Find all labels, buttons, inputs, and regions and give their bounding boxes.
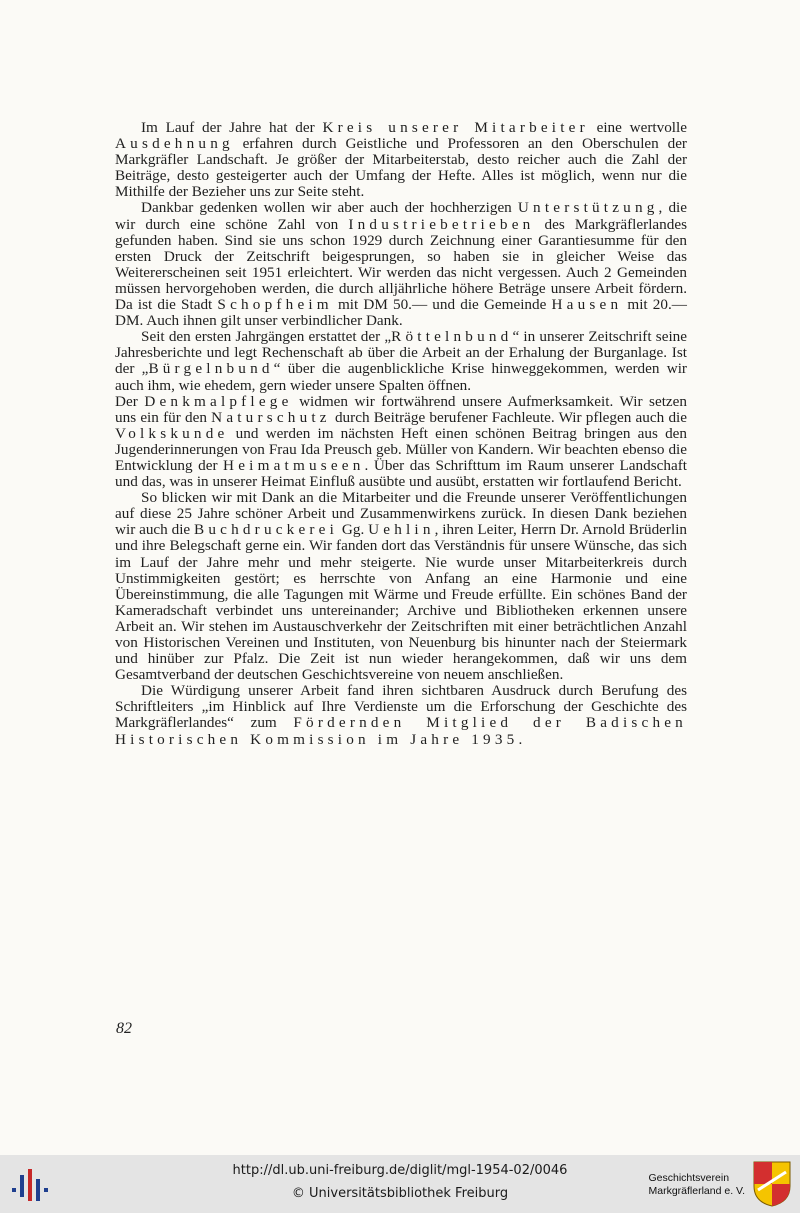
spaced-emphasis: Ausdehnung xyxy=(115,135,234,153)
spaced-emphasis: Unterstützung xyxy=(517,199,659,217)
paragraph: Seit den ersten Jahrgängen erstattet der „Röttelnbund“ in unserer Zeitschrift seine Jahresberichte und legt Rechenschaft ab über die Arbeit an der Erhalung der Burganlage. Ist der „Bürgelnbund“ über die augenblickliche Krise hinweggekommen, werden wir auch ihm, wie ehedem, gern wieder unsere Spalten öffnen. xyxy=(115,328,687,394)
permalink-url[interactable]: http://dl.ub.uni-freiburg.de/diglit/mgl-1954-02/0046 xyxy=(232,1163,568,1178)
paragraph: Dankbar gedenken wollen wir aber auch der hochherzigen Unterstützung, die wir durch eine schöne Zahl von Industriebetrieben des Markgräflerlandes gefunden haben. Sind sie uns schon 1929 durch Zeichnung einer Garantiesumme für den ersten Druck der Zeitschrift beigesprungen, so haben sie in gleicher Weise das Weitererscheinen seit 1951 erleichtert. Wir werden das nicht vergessen. Auch 2 Gemeinden müssen hervorgehoben werden, die durch alljährliche höhere Beträge unsere Arbeit fördern. Da ist die Stadt Schopfheim mit DM 50.— und die Gemeinde Hausen mit 20.— DM. Auch ihnen gilt unser verbindlicher Dank. xyxy=(115,199,688,330)
society-crest-icon[interactable] xyxy=(752,1160,792,1208)
body-text xyxy=(115,120,687,748)
society-name[interactable] xyxy=(649,1172,746,1198)
spaced-emphasis: Heimatmuseen xyxy=(223,456,365,474)
spaced-emphasis: Röttelnbund xyxy=(391,328,513,346)
spaced-emphasis: Buchdruckerei xyxy=(194,521,339,539)
spaced-emphasis: Denkmalpflege xyxy=(144,392,293,410)
paragraph: So blicken wir mit Dank an die Mitarbeiter und die Freunde unserer Veröffentlichungen auf diese 25 Jahre schöner Arbeit und Zusammenwirkens zurück. In diesen Dank beziehen wir auch die Buchdruckerei Gg. Uehlin, ihren Leiter, Herrn Dr. Arnold Brüderlin und ihre Belegschaft gerne ein. Wir fanden dort das Verständnis für unsere Wünsche, das sich im Lauf der Jahre mehr und mehr steigerte. Nie wurde unser Mitarbeiterkreis durch Unstimmigkeiten gestört; es herrschte von Anfang an eine Harmonie und eine Übereinstimmung, die alle Tagungen mit Wärme und Freude erfüllte. Ein schönes Band der Kameradschaft verbindet uns untereinander; Archive und Bibliotheken erkennen unsere Arbeit an. Wir stehen im Austauschverkehr der Zeitschriften mit einer beträchtlichen Anzahl von Historischen Vereinen und Instituten, von Neuenburg bis hinunter nach der Steiermark und hinüber zur Pfalz. Die Zeit ist nun wieder herangekommen, daß wir uns dem Gesamtverband der deutschen Geschichtsvereine von neuem anschließen. xyxy=(115,489,688,684)
spaced-emphasis: Bürgelnbund xyxy=(148,360,274,378)
spaced-emphasis: Hausen xyxy=(551,296,623,314)
viewer-footer xyxy=(0,1155,800,1213)
page-number: 82 xyxy=(116,1020,132,1037)
spaced-emphasis: Fördernden Mitglied der Badischen Historischen Kommission im Jahre 1935 xyxy=(115,714,687,748)
society-name-line: Geschichtsverein xyxy=(648,1172,730,1184)
spaced-emphasis: Volkskunde xyxy=(115,424,229,442)
spaced-emphasis: Uehlin xyxy=(368,521,435,539)
spaced-emphasis: Naturschutz xyxy=(211,408,331,426)
spaced-emphasis: Kreis unserer Mitarbeiter xyxy=(322,119,589,136)
society-name-line: Markgräflerland e. V. xyxy=(648,1185,745,1197)
copyright-text: © Universitätsbibliothek Freiburg xyxy=(291,1186,509,1201)
spaced-emphasis: Industriebetrieben xyxy=(348,215,535,233)
paragraph: Die Würdigung unserer Arbeit fand ihren sichtbaren Ausdruck durch Berufung des Schriftleiters „im Hinblick auf Ihre Verdienste um die Erforschung der Geschichte des Markgräflerlandes“ zum Fördernden Mitglied der Badischen Historischen Kommission im Jahre 1935. xyxy=(115,682,687,748)
paragraph: Der Denkmalpflege widmen wir fortwährend unsere Aufmerksamkeit. Wir setzen uns ein für den Naturschutz durch Beiträge berufener Fachleute. Wir pflegen auch die Volkskunde und werden im nächsten Heft einen schönen Beitrag bringen aus den Jugenderinnerungen von Frau Ida Preusch geb. Müller von Kandern. Wir beachten ebenso die Entwicklung der Heimatmuseen. Über das Schrifttum im Raum unserer Landschaft und das, was in unserer Heimat Einfluß ausübte und ausübt, erstatten wir fortlaufend Bericht. xyxy=(115,392,687,491)
paragraph: Im Lauf der Jahre hat der Kreis unserer Mitarbeiter eine wertvolle Ausdehnung erfahren durch Geistliche und Professoren an den Oberschulen der Markgräfler Landschaft. Je größer der Mitarbeiterstab, desto reicher auch die Zahl der Beiträge, desto gesteigerter auch der Umfang der Hefte. Alles ist möglich, wenn nur die Mithilfe der Bezieher uns zur Seite steht. xyxy=(115,119,687,201)
spaced-emphasis: Schopfheim xyxy=(217,296,333,314)
